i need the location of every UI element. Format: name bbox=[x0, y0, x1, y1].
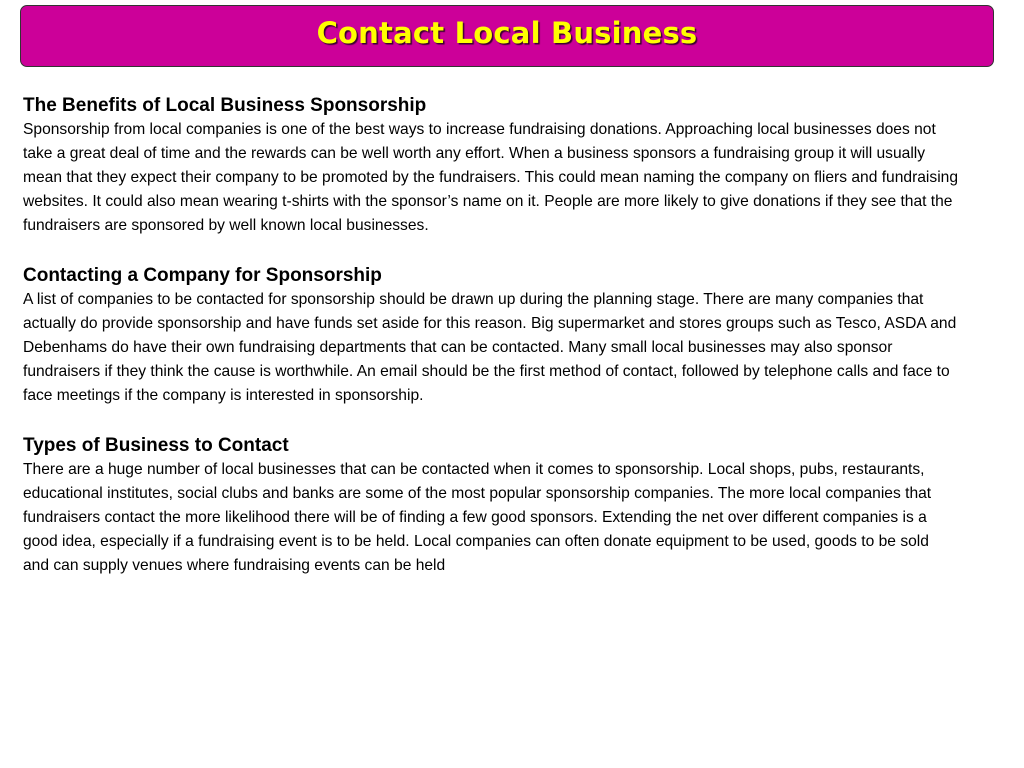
slide-title: Contact Local Business bbox=[316, 16, 698, 50]
section-heading: Types of Business to Contact bbox=[23, 435, 289, 456]
section-contacting bbox=[23, 264, 958, 408]
section-body: Sponsorship from local companies is one of the best ways to increase fundraising donations. Approaching local businesses does not take a great deal of time and the rewards can be well worth any effort. When a business sponsors a fundraising group it will usually mean that they expect their company to be promoted by the fundraisers. This could mean naming the company on fliers and fundraising websites. It could also mean wearing t-shirts with the sponsor’s name on it. People are more likely to give donations if they see that the fundraisers are sponsored by well known local businesses. bbox=[23, 121, 959, 234]
section-body: There are a huge number of local businesses that can be contacted when it comes to sponsorship. Local shops, pubs, restaurants, educational institutes, social clubs and banks are some of the most popular sponsorship companies. The more local companies that fundraisers contact the more likelihood there will be of finding a few good sponsors. Extending the net over different companies is a good idea, especially if a fundraising event is to be held. Local companies can often donate equipment to be used, goods to be sold and can supply venues where fundraising events can be held bbox=[23, 461, 932, 574]
section-body: A list of companies to be contacted for sponsorship should be drawn up during the planning stage. There are many companies that actually do provide sponsorship and have funds set aside for this reason. Big supermarket and stores groups such as Tesco, ASDA and Debenhams do have their own fundraising departments that can be contacted. Many small local businesses may also sponsor fundraisers if they think the cause is worthwhile. An email should be the first method of contact, followed by telephone calls and face to face meetings if the company is interested in sponsorship. bbox=[23, 291, 957, 404]
slide-content bbox=[23, 94, 958, 604]
section-heading: The Benefits of Local Business Sponsorship bbox=[23, 95, 427, 116]
section-benefits bbox=[23, 94, 958, 238]
section-types bbox=[23, 434, 958, 578]
title-banner bbox=[20, 5, 994, 67]
section-heading: Contacting a Company for Sponsorship bbox=[23, 265, 382, 286]
